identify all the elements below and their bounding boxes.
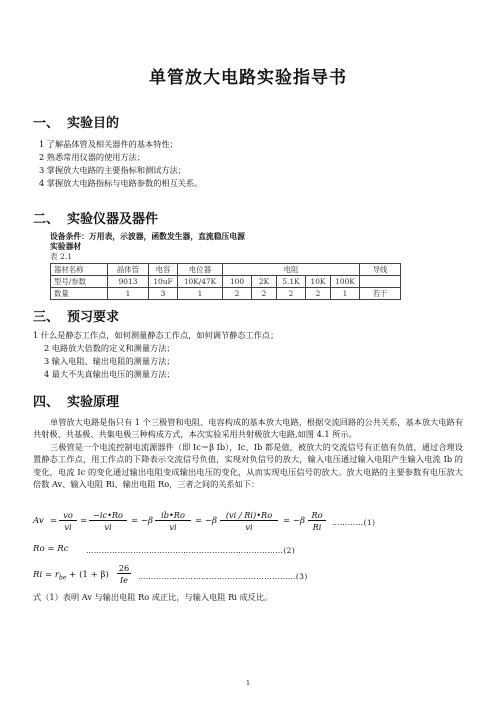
eq3-lhs [33, 570, 109, 582]
numerator: ib•Ro [161, 510, 185, 520]
denominator: vi [245, 522, 253, 532]
table-header-cell: 电容 [149, 264, 178, 276]
page-number: 1 [246, 680, 250, 687]
eq1-equals: = − [283, 516, 301, 526]
equipment-conditions: 设备条件：万用表，示波器，函数发生器，直流稳压电源 [50, 232, 245, 241]
section-number: 三、 [33, 310, 60, 325]
fraction-bar [117, 573, 131, 574]
eq3-fraction [117, 563, 131, 585]
purpose-item: 3 掌握放大电路的主要指标和测试方法； [39, 165, 186, 175]
table-cell: 100 [223, 276, 252, 288]
table-header-cell: 器材名称 [51, 264, 108, 276]
eq1-equals: = [50, 516, 58, 526]
equipment-materials-label: 实验器材 [50, 242, 82, 251]
equation-note: 式（1）表明 Av 与输出电阻 Ro 成正比，与输入电阻 Ri 成反比。 [33, 592, 273, 602]
eq1-fraction-2 [89, 510, 127, 532]
numerator: 26 [118, 563, 130, 573]
section-number: 二、 [33, 212, 60, 227]
fraction-bar [308, 520, 326, 521]
eq1-tag: …………(1) [332, 518, 376, 527]
denominator: Ri [312, 522, 322, 532]
beta-symbol: β [300, 516, 305, 526]
table-header-cell: 电位器 [178, 264, 223, 276]
fraction-bar [89, 520, 127, 521]
section-number: 一、 [33, 116, 60, 131]
section-title: 实验目的 [67, 116, 120, 131]
eq3-tag: ……………………………………………………(3) [138, 572, 308, 581]
table-cell: 3 [149, 288, 178, 300]
purpose-item: 1 了解晶体管及相关器件的基本特性； [39, 139, 178, 149]
table-cell: 10K/47K [178, 276, 223, 288]
table-cell: 型号/参数 [51, 276, 108, 288]
eq1-lhs: Av [33, 516, 44, 526]
eq3-lhs-text: Ri = r [33, 570, 59, 580]
section-title: 预习要求 [67, 310, 120, 325]
eq2-tag: …………………………………………………………………(2) [86, 546, 296, 555]
section-number: 四、 [33, 395, 60, 410]
table-header-cell: 电阻 [223, 264, 360, 276]
table-cell [360, 276, 401, 288]
denominator: vi [64, 522, 72, 532]
table-cell: 100K [331, 276, 360, 288]
purpose-item: 2 熟悉常用仪器的使用方法； [39, 152, 146, 162]
section-heading-principle [33, 391, 119, 410]
beta-symbol: β [212, 516, 217, 526]
denominator: Ie [119, 575, 129, 585]
prep-item: 3 输入电阻、输出电阻的测量方法； [44, 356, 175, 366]
eq3-subscript: be [59, 574, 67, 582]
table-row [51, 276, 401, 288]
table-header-row [51, 264, 401, 276]
fraction-bar [155, 520, 191, 521]
section-title: 实验原理 [67, 395, 120, 410]
table-header-cell: 导线 [360, 264, 401, 276]
numerator: −ic•Ro [93, 510, 123, 520]
eq3-mid: + (1 + β) [66, 570, 109, 580]
table-row [51, 288, 401, 300]
eq2-body: Ro = Rc [33, 544, 69, 554]
table-cell: 2 [252, 288, 277, 300]
table-header-cell: 晶体管 [108, 264, 149, 276]
section-heading-equipment [33, 208, 158, 227]
fraction-bar [220, 520, 278, 521]
eq1-equals: = − [195, 516, 213, 526]
numerator: vo [63, 510, 73, 520]
beta-symbol: β [148, 516, 153, 526]
section-heading-prep [33, 306, 119, 325]
numerator: Ro [311, 510, 323, 520]
table-cell: 数量 [51, 288, 108, 300]
numerator: (vi / Ri)•Ro [225, 510, 273, 520]
principle-paragraph-1: 单管放大电路是指只有 1 个三极管和电阻、电容构成的基本放大电路，根据交流回路的公共关系，基本放大电路有共射极、共基极、共集电极三种构成方式，本次实验采用共射极放大电路,如图 4.1 所示。 [33, 417, 463, 440]
table-cell: 1 [178, 288, 223, 300]
table-cell: 10K [306, 276, 331, 288]
table-caption: 表 2.1 [50, 252, 73, 261]
table-cell: 1 [331, 288, 360, 300]
fraction-bar [59, 520, 77, 521]
eq1-fraction-3 [155, 510, 191, 532]
eq1-equals: = [80, 516, 88, 526]
table-cell: 9013 [108, 276, 149, 288]
table-cell: 2K [252, 276, 277, 288]
prep-item: 2 电路放大倍数的定义和测量方法； [44, 343, 175, 353]
table-cell: 2 [277, 288, 306, 300]
table-cell: 2 [306, 288, 331, 300]
prep-item: 4 最大不失真输出电压的测量方法； [44, 369, 175, 379]
eq1-fraction-4 [220, 510, 278, 532]
table-cell: 1 [108, 288, 149, 300]
section-title: 实验仪器及器件 [67, 212, 159, 227]
denominator: vi [104, 522, 112, 532]
table-cell: 10uF [149, 276, 178, 288]
document-title: 单管放大电路实验指导书 [149, 68, 347, 88]
prep-item: 1 什么是静态工作点，如何测量静态工作点，如何调节静态工作点； [33, 330, 279, 340]
table-cell: 若干 [360, 288, 401, 300]
eq1-fraction-1 [59, 510, 77, 532]
purpose-item: 4 掌握放大电路指标与电路参数的相互关系。 [39, 178, 203, 188]
table-cell: 5.1K [277, 276, 306, 288]
principle-paragraph-2: 三极管是一个电流控制电流源器件（即 Ic＝β Ib），Ic、Ib 都是值，被放大的交流信号有正值有负值，通过合理设置静态工作点，用工作点的下降表示交流信号负值，实现对负信号的放大，输入电压通过输入电阻产生输入电流 Ib 的变化，电流 Ic 的变化通过输出电阻变成输出电压的变化，从而实现电压信号的放大。放大电路的主要参数有电压放大倍数 Av、输入电阻 Ri、输出电阻 Ro，三者之间的关系如下： [33, 442, 463, 490]
section-heading-purpose [33, 112, 119, 131]
eq1-fraction-5 [308, 510, 326, 532]
materials-table [50, 263, 401, 300]
table-cell: 2 [223, 288, 252, 300]
eq1-equals: = − [131, 516, 149, 526]
denominator: vi [169, 522, 177, 532]
